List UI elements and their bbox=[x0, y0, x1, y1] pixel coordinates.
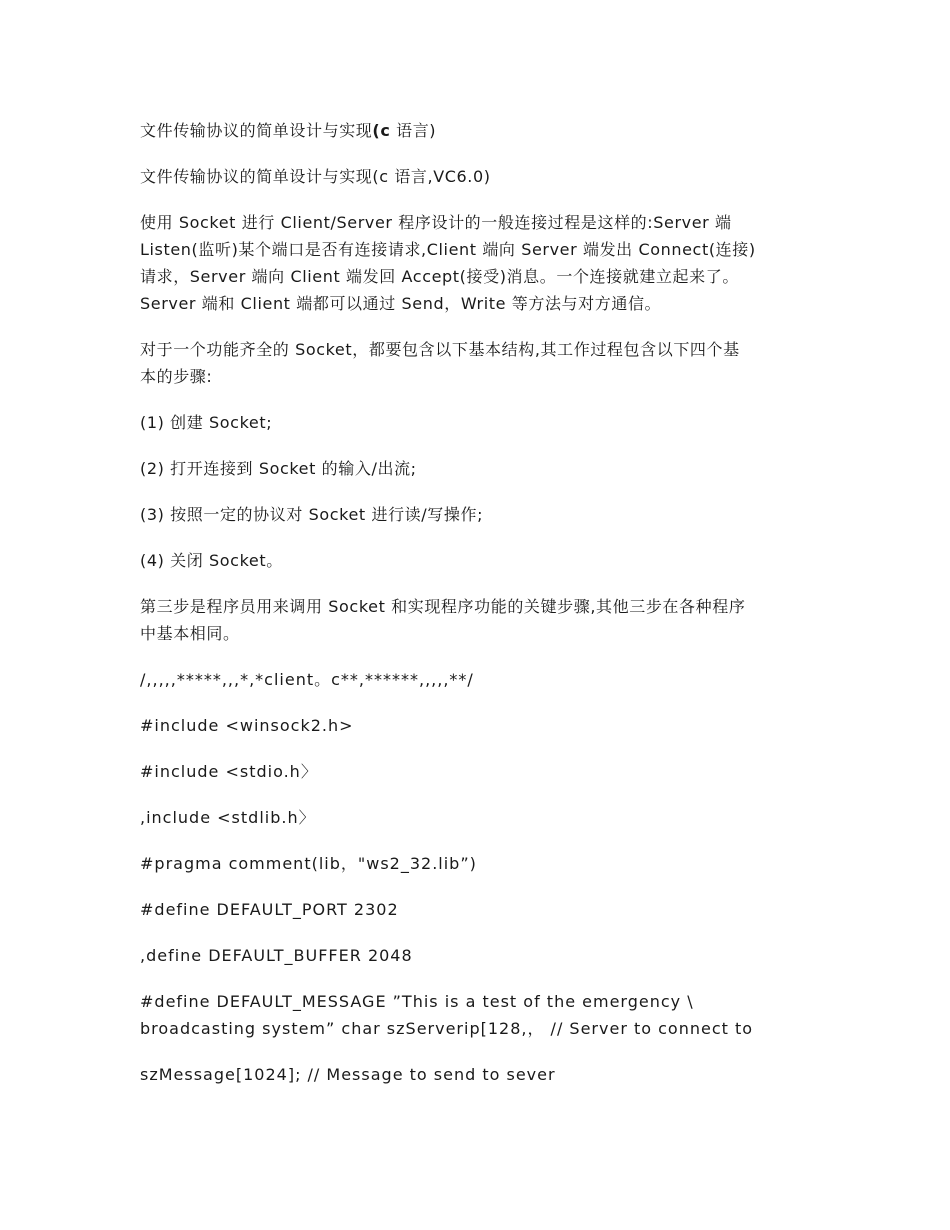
step-item: (3) 按照一定的协议对 Socket 进行读/写操作; bbox=[140, 505, 484, 524]
summary-paragraph bbox=[140, 593, 820, 647]
intro-line: 请求，Server 端向 Client 端发回 Accept(接受)消息。一个连接就建立起来了。 bbox=[140, 267, 739, 286]
intro-paragraph bbox=[140, 209, 820, 317]
step-item: (2) 打开连接到 Socket 的输入/出流; bbox=[140, 459, 417, 478]
title-paren-open: ( bbox=[372, 121, 381, 140]
code-line: #include <winsock2.h> bbox=[140, 716, 354, 735]
code-line: ,define DEFAULT_BUFFER 2048 bbox=[140, 946, 413, 965]
title-bold-c: c bbox=[380, 121, 391, 140]
last-code-line: szMessage[1024]; // Message to send to sever bbox=[140, 1065, 556, 1084]
structure-line: 对于一个功能齐全的 Socket，都要包含以下基本结构,其工作过程包含以下四个基 bbox=[140, 340, 740, 359]
intro-line: 使用 Socket 进行 Client/Server 程序设计的一般连接过程是这样的:Server 端 bbox=[140, 213, 732, 232]
document-title bbox=[140, 117, 820, 144]
intro-line: Listen(监听)某个端口是否有连接请求,Client 端向 Server 端发出 Connect(连接) bbox=[140, 240, 756, 259]
title-rest: 语言) bbox=[390, 121, 437, 140]
step-item: (4) 关闭 Socket。 bbox=[140, 551, 283, 570]
code-line: ,include <stdlib.h〉 bbox=[140, 808, 316, 827]
message-line: broadcasting system” char szServerip[128,， // Server to connect to bbox=[140, 1019, 754, 1038]
code-line: /,,,,,*****,,,*,*client。c**,******,,,,,**/ bbox=[140, 670, 474, 689]
structure-paragraph bbox=[140, 336, 820, 390]
step-item: (1) 创建 Socket; bbox=[140, 413, 273, 432]
message-line: #define DEFAULT_MESSAGE ”This is a test of the emergency \ bbox=[140, 992, 694, 1011]
summary-line: 中基本相同。 bbox=[140, 624, 240, 643]
structure-line: 本的步骤: bbox=[140, 367, 213, 386]
message-block bbox=[140, 988, 820, 1042]
code-line: #include <stdio.h〉 bbox=[140, 762, 318, 781]
document-subtitle: 文件传输协议的简单设计与实现(c 语言,VC6.0) bbox=[140, 167, 491, 186]
summary-line: 第三步是程序员用来调用 Socket 和实现程序功能的关键步骤,其他三步在各种程序 bbox=[140, 597, 746, 616]
intro-line: Server 端和 Client 端都可以通过 Send，Write 等方法与对方通信。 bbox=[140, 294, 662, 313]
document-page bbox=[140, 117, 820, 1107]
title-main: 文件传输协议的简单设计与实现 bbox=[140, 121, 373, 140]
code-line: #define DEFAULT_PORT 2302 bbox=[140, 900, 399, 919]
code-line: #pragma comment(lib，"ws2_32.lib”) bbox=[140, 854, 477, 873]
